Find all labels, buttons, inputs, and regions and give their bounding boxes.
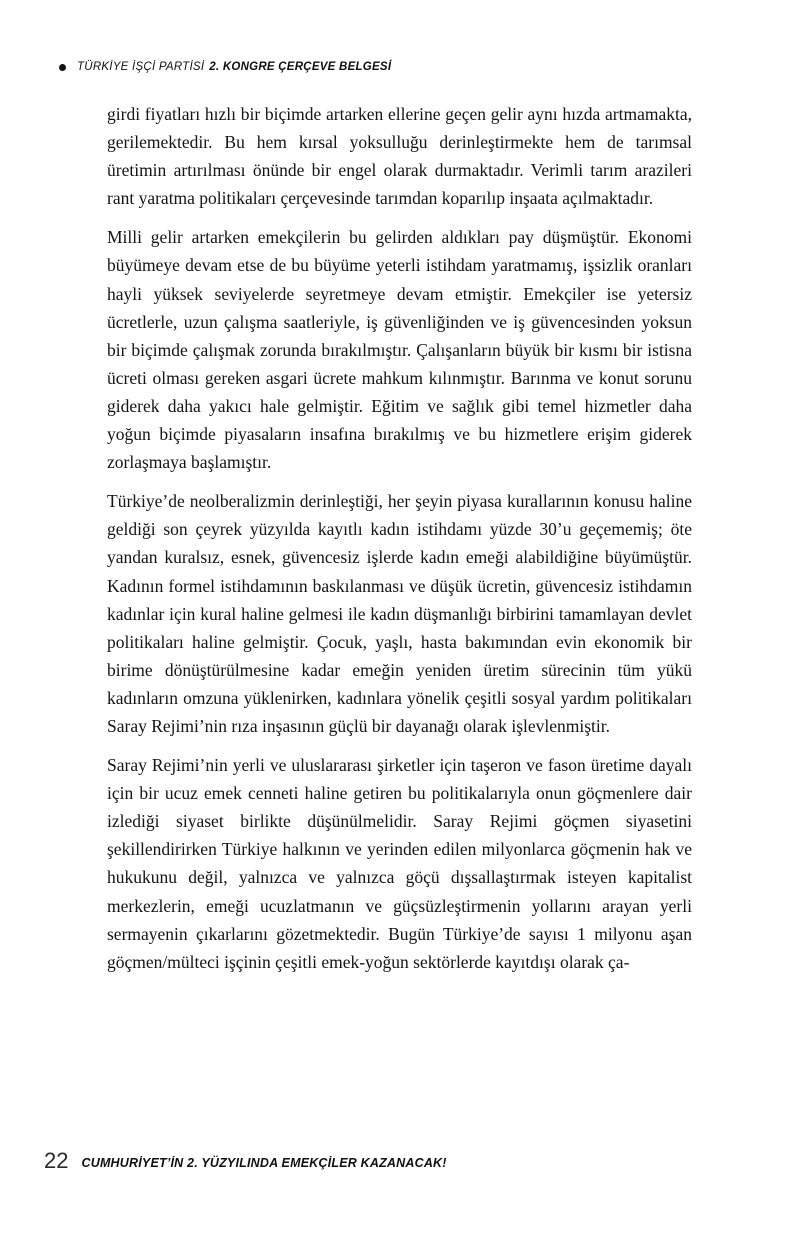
running-title-series: TÜRKİYE İŞÇİ PARTİSİ [77,61,205,73]
running-title [77,61,391,73]
running-header [59,61,391,73]
body-text [107,100,692,987]
page-footer [44,1150,447,1172]
bullet-icon [59,64,66,71]
footer-slogan: CUMHURİYET’İN 2. YÜZYILINDA EMEKÇİLER KAZANACAK! [81,1155,447,1170]
paragraph-3: Türkiye’de neolberalizmin derinleştiği, her şeyin piyasa kurallarının konusu haline geldiği son çeyrek yüzyılda kayıtlı kadın istihdamı yüzde 30’u geçememiş; öte yandan kuralsız, esnek, güvencesiz işlerde kadın emeği alabildiğine büyümüştür. Kadının formel istihdamının baskılanması ve düşük ücretin, güvencesiz istihdamın kadınlar için kural haline gelmesi ile kadın düşmanlığı birbirini tamamlayan devlet politikaları haline gelmiştir. Çocuk, yaşlı, hasta bakımından evin ekonomik bir birime dönüştürülmesine kadar emeğin yeniden üretim sürecinin tüm yükü kadınların omzuna yüklenirken, kadınlara yönelik çeşitli sosyal yardım politikaları Saray Rejimi’nin rıza inşasının güçlü bir dayanağı olarak işlevlenmiştir. [107,491,692,736]
paragraph-1: girdi fiyatları hızlı bir biçimde artarken ellerine geçen gelir aynı hızda artmamakta, gerilemektedir. Bu hem kırsal yoksulluğu derinleştirmekte hem de tarımsal üretimin artırılması önünde bir engel olarak durmaktadır. Verimli tarım arazileri rant yaratma politikaları çerçevesinde tarımdan koparılıp inşaata açılmaktadır. [107,104,692,209]
page-number: 22 [44,1148,69,1173]
paragraph-2: Milli gelir artarken emekçilerin bu gelirden aldıkları pay düşmüştür. Ekonomi büyümeye devam etse de bu büyüme yeterli istihdam yaratmamış, işsizlik oranları hayli yüksek seviyelerde seyretmeye devam etmiştir. Emekçiler ise yetersiz ücretlerle, uzun çalışma saatleriyle, iş güvenliğinden ve iş güvencesinden yoksun bir biçimde çalışmak zorunda bırakılmıştır. Çalışanların büyük bir kısmı bir istisna ücreti olması gereken asgari ücrete mahkum kılınmıştır. Barınma ve konut sorunu giderek daha yakıcı hale gelmiştir. Eğitim ve sağlık gibi temel hizmetler daha yoğun biçimde piyasaların insafına bırakılmış ve bu hizmetlere erişim giderek zorlaşmaya başlamıştır. [107,227,692,473]
paragraph-4: Saray Rejimi’nin yerli ve uluslararası şirketler için taşeron ve fason üretime dayalı için bir ucuz emek cenneti haline getiren bu politikalarıyla onun göçmenlere dair izlediği siyaset birlikte düşünülmelidir. Saray Rejimi göçmen siyasetini şekillendirirken Türkiye halkının ve yerinden edilen milyonlarca göçmenin hak ve hukukunu değil, yalnızca ve yalnızca göçü dışsallaştırmak isteyen kapitalist merkezlerin, emeği ucuzlatmanın ve güçsüzleştirmenin yollarını arayan yerli sermayenin çıkarlarını gözetmektedir. Bugün Türkiye’de sayısı 1 milyonu aşan göçmen/mülteci işçinin çeşitli emek-yoğun sektörlerde kayıtdışı olarak ça- [107,755,692,972]
running-title-document: 2. KONGRE ÇERÇEVE BELGESİ [209,61,392,73]
